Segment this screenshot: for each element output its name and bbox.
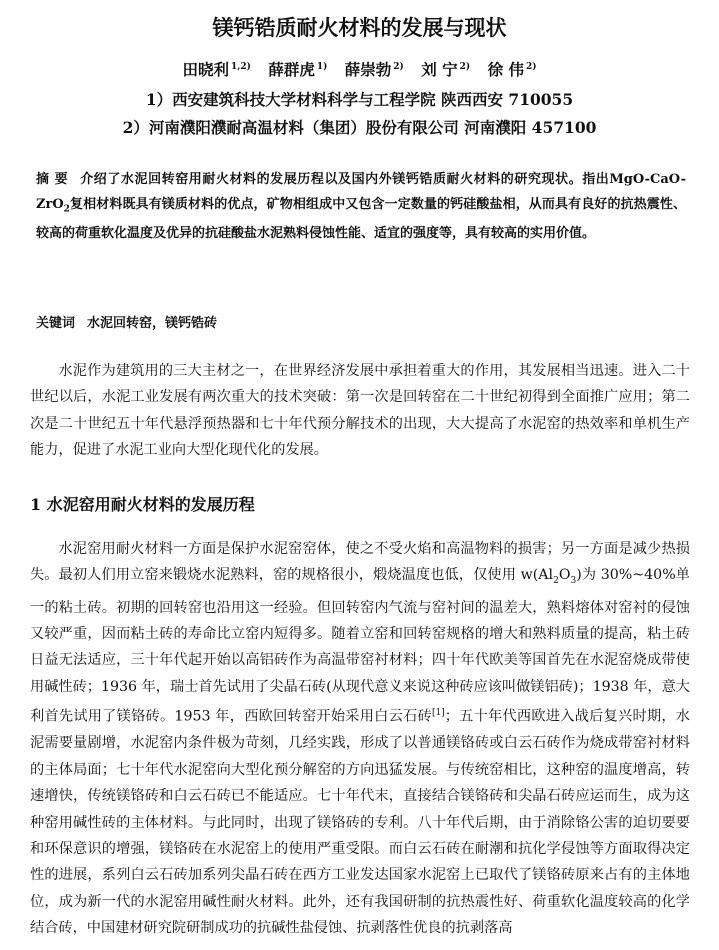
paper-title: 镁钙锆质耐火材料的发展与现状 (212, 16, 507, 40)
abstract-text: 复相材料既具有镁质材料的优点，矿物相组成中又包含一定数量的钙硅酸盐相，从而具有良好的抗热震性、较高的荷重软化温度及优异的抗硅酸盐水泥熟料侵蚀性能、适宜的强度等，具有较高的实用价值。 (36, 196, 686, 241)
keywords-label: 关键词 (36, 316, 76, 331)
paragraph-text: 水泥窑用耐火材料一方面是保护水泥窑窑体，使之不受火焰和高温物料的损害；另一方面是减少热损失。最初人们用立窑来锻烧水泥熟料，窑的规格很小，煅烧温度也低，仅使用 $w(Al_2O_3)$为 30%~40%单一的粘土砖。初期的回转窑也沿用这一经验。但回转窑内气流与窑衬间的温差大，熟料熔体对窑衬的侵蚀又较严重，因而粘土砖的寿命比立窑内短得多。随着立窑和回转窑规格的增大和熟料质量的提高，粘土砖日益无法适应，三十年代起开始以高铝砖作为高温带窑衬材料；四十年代欧美等国首先在水泥窑烧成带使用碱性砖；1936 年，瑞士首先试用了尖晶石砖(从现代意义来说这种砖应该叫做镁铝砖)；1938 年，意大利首先试用了镁铬砖。1953 年，西欧回转窑开始采用白云石砖[1]；五十年代西欧进入战后复兴时期，水泥需要量剧增，水泥窑内条件极为苛刻，几经实践，形成了以普通镁铬砖或白云石砖作为烧成带窑衬材料的主体局面；七十年代水泥窑向大型化预分解窑的方向迅猛发展。与传统窑相比，这种窑的温度增高，转速增快，传统镁铬砖和白云石砖已不能适应。七十年代末，直接结合镁铬砖和尖晶石砖应运而生，成为这种窑用碱性砖的主体材料。与此同时，出现了镁铬砖的专利。八十年代后期，由于消除铬公害的迫切要要和环保意识的增强，镁铬砖在水泥窑上的使用严重受限。而白云石砖在耐潮和抗化学侵蚀等方面取得决定性的进展，系列白云石砖加系列尖晶石砖在西方工业发达国家水泥窑上已取代了镁铬砖原来占有的主体地位，成为新一代的水泥窑用碱性耐火材料。此外，还有我国研制的抗热震性好、荷重软化温度较高的化学结合砖，中国建材研究院研制成功的抗碱性盐侵蚀、抗剥落性优良的抗剥落高 (30, 541, 690, 937)
affiliation-1: 1）西安建筑科技大学材料科学与工程学院 陕西西安 710055 (145, 90, 574, 109)
subscript: 2 (63, 204, 70, 215)
author: 刘 宁 $^{2)}$ (421, 60, 471, 79)
affiliation-2: 2）河南濮阳濮耐高温材料（集团）股份有限公司 河南濮阳 457100 (122, 118, 597, 137)
keywords-text: 水泥回转窑，镁钙锆砖 (87, 316, 218, 331)
author: 田晓利 $^{1,2)}$ (182, 60, 251, 79)
author: 薛群虎 $^{1)}$ (268, 60, 328, 79)
citation-ref: [1] (431, 708, 445, 719)
author: 徐 伟 $^{2)}$ (487, 60, 537, 79)
author-list (0, 58, 719, 80)
abstract-text: 介绍了水泥回转窑用耐火材料的发展历程以及国内外镁钙锆质耐火材料的研究现状。指出MgO-CaO-ZrO (36, 172, 686, 212)
intro-paragraph (30, 358, 690, 464)
author: 薛崇勃 $^{2)}$ (344, 60, 404, 79)
abstract (36, 168, 686, 246)
abstract-label: 摘 要 (36, 172, 69, 187)
section-heading: 1 水泥窑用耐火材料的发展历程 (30, 495, 255, 514)
keywords (36, 312, 686, 331)
paragraph-text: 水泥作为建筑用的三大主材之一，在世界经济发展中承担着重大的作用，其发展相当迅速。进入二十世纪以后，水泥工业发展有两次重大的技术突破：第一次是回转窑在二十世纪初得到全面推广应用；第二次是二十世纪五十年代悬浮预热器和七十年代预分解技术的出现，大大提高了水泥窑的热效率和单机生产能力，促进了水泥工业向大型化现代化的发展。 (30, 363, 690, 459)
section1-paragraph (30, 536, 690, 942)
